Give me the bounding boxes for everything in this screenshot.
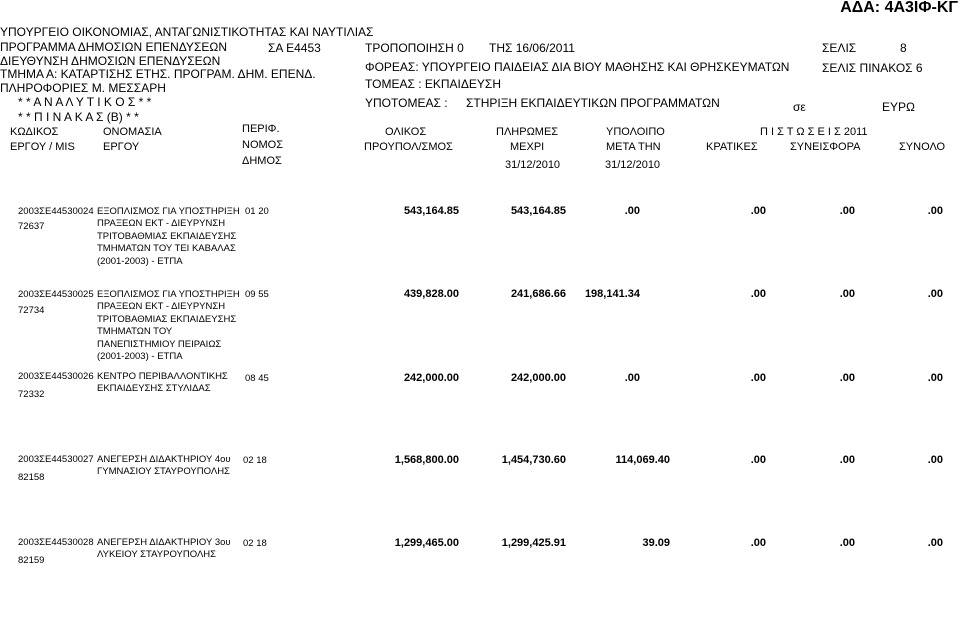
row-remaining: 114,069.40 [615,454,670,466]
row-paid: 242,000.00 [510,372,566,384]
row-mis: 72734 [18,305,45,316]
col-region-line1: ΠΕΡΙΦ. [242,123,280,135]
units-currency: ΕΥΡΩ [882,100,915,114]
page-number: 8 [900,41,907,55]
program-title: ΠΡΟΓΡΑΜΜΑ ΔΗΜΟΣΙΩΝ ΕΠΕΝΔΥΣΕΩΝ [0,40,227,54]
row-code: 2003ΣΕ44530024 [18,206,94,217]
row-sum: .00 [927,372,943,384]
row-region: 02 18 [243,455,267,466]
row-paid: 543,164.85 [510,205,566,217]
col-region-line3: ΔΗΜΟΣ [242,155,282,167]
col-code-line2: ΕΡΓΟΥ / MIS [10,141,75,153]
col-name-line1: ΟΝΟΜΑΣΙΑ [103,126,162,138]
row-code: 2003ΣΕ44530027 [18,454,94,465]
page-label: ΣΕΛΙΣ [822,41,857,55]
row-sum: .00 [927,454,943,466]
row-sum: .00 [927,537,943,549]
row-mis: 82158 [18,472,45,483]
row-contrib: .00 [839,454,855,466]
row-code: 2003ΣΕ44530025 [18,289,94,300]
col-total-line1: ΟΛΙΚΟΣ [385,126,427,138]
row-total: 543,164.85 [403,205,459,217]
row-total: 242,000.00 [403,372,459,384]
row-sum: .00 [927,205,943,217]
col-remaining-line1: ΥΠΟΛΟΙΠΟ [606,126,665,138]
row-remaining: 198,141.34 [584,288,640,300]
col-total-line2: ΠΡΟΥΠΟΛ/ΣΜΟΣ [364,141,453,153]
col-paid-line2: ΜΕΧΡΙ [510,141,545,153]
row-contrib: .00 [839,205,855,217]
row-region: 09 55 [245,289,269,300]
modification-date: ΤΗΣ 16/06/2011 [489,41,575,55]
row-contrib: .00 [839,372,855,384]
row-total: 1,568,800.00 [394,454,459,466]
row-paid: 241,686.66 [510,288,566,300]
col-credits-sum: ΣΥΝΟΛΟ [899,141,946,153]
col-credits-contrib: ΣΥΝΕΙΣΦΟΡΑ [790,141,861,153]
department-title: ΤΜΗΜΑ Α: ΚΑΤΑΡΤΙΣΗΣ ΕΤΗΣ. ΠΡΟΓΡΑΜ. ΔΗΜ. ΕΠΕΝΔ. [0,67,316,81]
row-region: 02 18 [243,538,267,549]
row-total: 1,299,465.00 [394,537,459,549]
col-credits-title: Π Ι Σ Τ Ω Σ Ε Ι Σ 2011 [760,126,868,138]
row-mis: 72637 [18,221,45,232]
row-remaining: .00 [624,372,640,384]
col-paid-line1: ΠΛΗΡΩΜΕΣ [496,126,559,138]
row-mis: 72332 [18,389,45,400]
col-region-line2: ΝΟΜΟΣ [242,139,284,151]
row-sum: .00 [927,288,943,300]
row-region: 01 20 [245,206,269,217]
row-state: .00 [750,537,766,549]
row-name: ΑΝΕΓΕΡΣΗ ΔΙΔΑΚΤΗΡΙΟΥ 4ου ΓΥΜΝΑΣΙΟΥ ΣΤΑΥΡΟΥΠΟΛΗΣ [97,454,231,478]
row-paid: 1,299,425.91 [501,537,566,549]
row-state: .00 [750,372,766,384]
row-remaining: .00 [624,205,640,217]
directorate-title: ΔΙΕΥΘΥΝΣΗ ΔΗΜΟΣΙΩΝ ΕΠΕΝΔΥΣΕΩΝ [0,54,221,68]
row-name: ΕΞΟΠΛΙΣΜΟΣ ΓΙΑ ΥΠΟΣΤΗΡΙΞΗ ΠΡΑΞΕΩΝ ΕΚΤ - ΔΙΕΥΡΥΝΣΗ ΤΡΙΤΟΒΑΘΜΙΑΣ ΕΚΠΑΙΔΕΥΣΗΣ ΤΜΗΜΑΤΩΝ ΤΟΥ ΤΕΙ ΚΑΒΑΛΑΣ (2001-2003) - ΕΤΠΑ [97,206,240,267]
ministry-title: ΥΠΟΥΡΓΕΙΟ ΟΙΚΟΝΟΜΙΑΣ, ΑΝΤΑΓΩΝΙΣΤΙΚΟΤΗΤΑΣ ΚΑΙ ΝΑΥΤΙΛΙΑΣ [0,25,374,39]
info-contact: ΠΛΗΡΟΦΟΡΙΕΣ Μ. ΜΕΣΣΑΡΗ [0,81,166,95]
col-paid-line3: 31/12/2010 [505,159,561,171]
row-state: .00 [750,288,766,300]
analytic-label: * * Α Ν Α Λ Υ Τ Ι Κ Ο Σ * * [18,95,152,109]
col-code-line1: ΚΩΔΙΚΟΣ [10,126,59,138]
row-code: 2003ΣΕ44530028 [18,537,94,548]
subsector-value: ΣΤΗΡΙΞΗ ΕΚΠΑΙΔΕΥΤΙΚΩΝ ΠΡΟΓΡΑΜΜΑΤΩΝ [466,96,720,110]
row-contrib: .00 [839,288,855,300]
row-region: 08 45 [245,373,269,384]
table-b-label: * * Π Ι Ν Α Κ Α Σ (Β) * * [18,110,139,124]
sector-label: ΤΟΜΕΑΣ : ΕΚΠΑΙΔΕΥΣΗ [365,77,501,91]
row-paid: 1,454,730.60 [501,454,566,466]
col-remaining-line2: ΜΕΤΑ ΤΗΝ [606,141,661,153]
row-contrib: .00 [839,537,855,549]
row-name: ΕΞΟΠΛΙΣΜΟΣ ΓΙΑ ΥΠΟΣΤΗΡΙΞΗ ΠΡΑΞΕΩΝ ΕΚΤ - ΔΙΕΥΡΥΝΣΗ ΤΡΙΤΟΒΑΘΜΙΑΣ ΕΚΠΑΙΔΕΥΣΗΣ ΤΜΗΜΑΤΩΝ ΤΟΥ ΠΑΝΕΠΙΣΤΗΜΙΟΥ ΠΕΙΡΑΙΩΣ (2001-2003) - ΕΤΠΑ [97,289,240,363]
row-name: ΑΝΕΓΕΡΣΗ ΔΙΔΑΚΤΗΡΙΟΥ 3ου ΛΥΚΕΙΟΥ ΣΤΑΥΡΟΥΠΟΛΗΣ [97,537,231,561]
subsector-label: ΥΠΟΤΟΜΕΑΣ : [365,96,448,110]
ada-code: ΑΔΑ: 4Α3ΙΦ-ΚΓ [840,0,958,16]
row-name: ΚΕΝΤΡΟ ΠΕΡΙΒΑΛΛΟΝΤΙΚΗΣ ΕΚΠΑΙΔΕΥΣΗΣ ΣΤΥΛΙΔΑΣ [97,371,228,395]
row-remaining: 39.09 [642,537,670,549]
units-prefix: σε [793,100,806,114]
row-state: .00 [750,454,766,466]
row-state: .00 [750,205,766,217]
row-total: 439,828.00 [403,288,459,300]
row-code: 2003ΣΕ44530026 [18,371,94,382]
agency-label: ΦΟΡΕΑΣ: ΥΠΟΥΡΓΕΙΟ ΠΑΙΔΕΙΑΣ ΔΙΑ ΒΙΟΥ ΜΑΘΗΣΗΣ ΚΑΙ ΘΡΗΣΚΕΥΜΑΤΩΝ [365,60,790,74]
sa-code: ΣΑ Ε4453 [268,41,321,55]
col-name-line2: ΕΡΓΟΥ [103,141,140,153]
table-page-label: ΣΕΛΙΣ ΠΙΝΑΚΟΣ 6 [822,61,923,75]
modification-label: ΤΡΟΠΟΠΟΙΗΣΗ 0 [365,41,464,55]
col-remaining-line3: 31/12/2010 [605,159,661,171]
col-credits-state: ΚΡΑΤΙΚΕΣ [706,141,758,153]
row-mis: 82159 [18,555,45,566]
